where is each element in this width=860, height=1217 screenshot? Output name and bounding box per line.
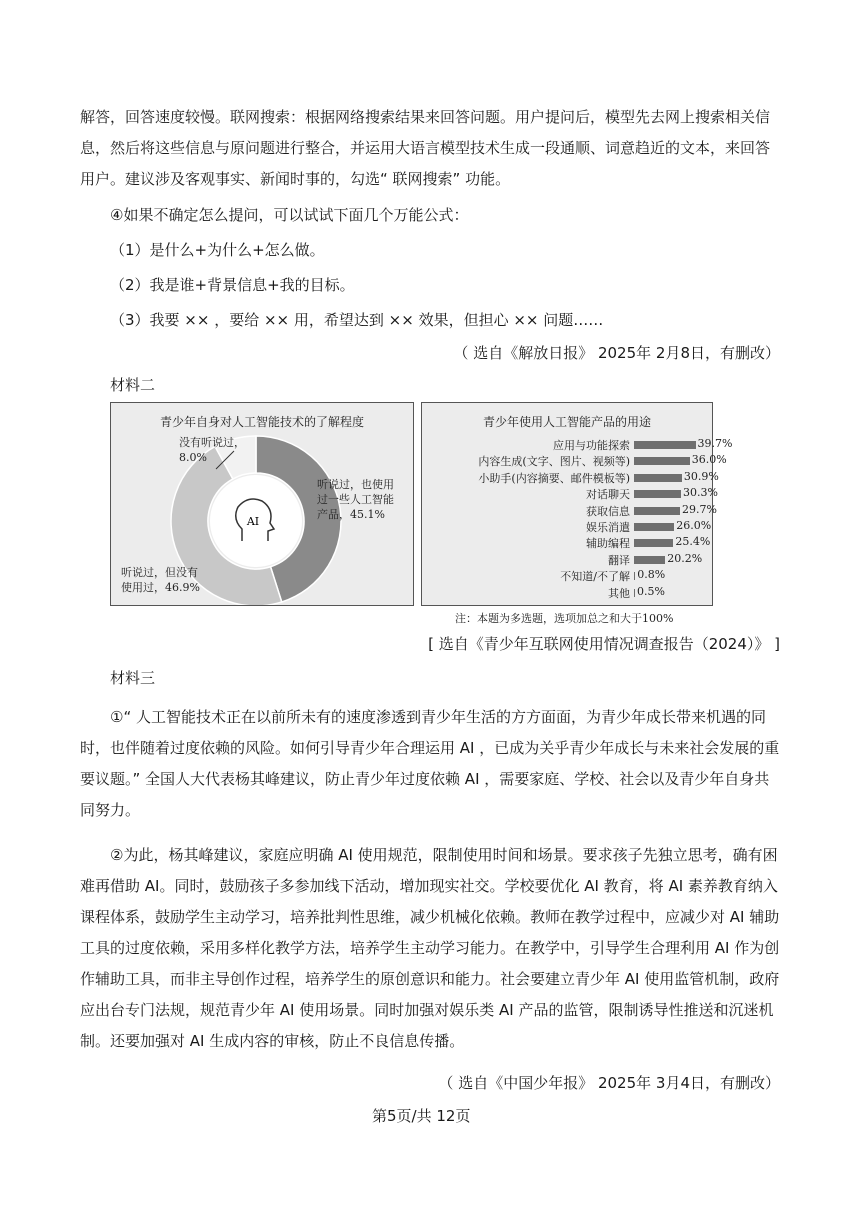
bar <box>634 474 682 482</box>
bar <box>634 539 673 547</box>
bar-chart-note: 注：本题为多选题，选项加总之和大于100% <box>455 612 674 625</box>
formula-3: （3）我要 ×× ，要给 ×× 用，希望达到 ×× 效果，但担心 ×× 问题…… <box>110 311 604 329</box>
bar-category-label: 内容生成(文字、图片、视频等) <box>478 455 630 469</box>
bar-value-label: 0.8% <box>637 568 666 582</box>
bar-category-label: 娱乐消遣 <box>586 521 630 534</box>
bar-value-label: 30.9% <box>683 469 719 483</box>
bar <box>634 490 681 498</box>
source-citation-1: （ 选自《解放日报》 2025年 2月8日，有删改） <box>453 344 780 362</box>
donut-chart-figure <box>110 402 414 606</box>
donut-label-used: 听说过，也使用 过一些人工智能 产品，45.1% <box>317 478 394 521</box>
bar-value-label: 26.0% <box>676 519 712 532</box>
donut-center-label: AI <box>246 515 260 528</box>
source-citation-3: （ 选自《中国少年报》 2025年 3月4日，有删改） <box>438 1074 780 1092</box>
bar <box>634 572 635 580</box>
bar-category-label: 对话聊天 <box>586 488 630 502</box>
bar <box>634 441 696 449</box>
bar-value-label: 29.7% <box>682 502 717 516</box>
bar-category-label: 辅助编程 <box>586 537 630 551</box>
bar-value-label: 0.5% <box>637 584 665 598</box>
paragraph-material-3-2: ②为此，杨其峰建议，家庭应明确 AI 使用规范，限制使用时间和场景。要求孩子先独立思考，确有困难再借助 AI。同时，鼓励孩子多参加线下活动，增加现实社交。学校要优化 AI 教育，将 AI 素养教育纳入课程体系，鼓励学生主动学习，培养批判性思维，减少机械化依赖。教师在教学过程中，应减少对 AI 辅助工具的过度依赖，采用多样化教学方法，培养学生主动学习能力。在教学中，引导学生合理利用 AI 作为创作辅助工具，而非主导创作过程，培养学生的原创意识和能力。社会要建立青少年 AI 使用监管机制，政府应出台专门法规，规范青少年 AI 使用场景。同时加强对娱乐类 AI 产品的监管，限制诱导性推送和沉迷机制。还要加强对 AI 生成内容的审核，防止不良信息传播。 <box>80 846 780 1050</box>
bar-chart-figure <box>421 402 733 606</box>
bar-value-label: 30.3% <box>682 486 718 500</box>
bar-category-label: 小助手(内容摘要、邮件模板等) <box>478 471 630 485</box>
bar-value-label: 36.0% <box>691 453 727 467</box>
donut-label-heard: 听说过，但没有 使用过，46.9% <box>121 566 200 594</box>
paragraph-search-explanation: 解答，回答速度较慢。联网搜索：根据网络搜索结果来回答问题。用户提问后，模型先去网上搜索相关信息，然后将这些信息与原问题进行整合，并运用大语言模型技术生成一段通顺、词意趋近的文本，来回答用户。建议涉及客观事实、新闻时事的，勾选“ 联网搜索” 功能。 <box>80 108 771 188</box>
paragraph-material-3-1: ①“ 人工智能技术正在以前所未有的速度渗透到青少年生活的方方面面，为青少年成长带来机遇的同时，也伴随着过度依赖的风险。如何引导青少年合理运用 AI ，已成为关乎青少年成长与未来社会发展的重要议题。” 全国人大代表杨其峰建议，防止青少年过度依赖 AI ，需要家庭、学校、社会以及青少年自身共同努力。 <box>80 708 780 819</box>
formula-2: （2）我是谁+背景信息+我的目标。 <box>110 276 355 294</box>
source-citation-2: [ 选自《青少年互联网使用情况调查报告（2024）》 ] <box>428 635 780 653</box>
bar-value-label: 25.4% <box>675 535 711 549</box>
bar <box>634 523 674 531</box>
bar-value-label: 39.7% <box>697 437 733 450</box>
bar-category-label: 其他 <box>608 586 630 600</box>
bar <box>634 507 680 515</box>
tip-heading: ④如果不确定怎么提问，可以试试下面几个万能公式： <box>110 206 469 224</box>
bar <box>634 589 635 597</box>
page-number: 第5页/共 12页 <box>372 1107 471 1125</box>
bar-category-label: 获取信息 <box>586 504 630 518</box>
material-3-heading: 材料三 <box>110 669 156 687</box>
bar <box>634 457 690 465</box>
bar-category-label: 不知道/不了解 <box>560 570 630 584</box>
bar-category-label: 应用与功能探索 <box>553 439 630 452</box>
formula-1: （1）是什么+为什么+怎么做。 <box>110 241 325 259</box>
bar <box>634 556 665 564</box>
donut-chart-title: 青少年自身对人工智能技术的了解程度 <box>159 415 364 429</box>
bar-category-label: 翻译 <box>608 553 630 567</box>
bar-value-label: 20.2% <box>667 551 703 565</box>
material-2-heading: 材料二 <box>110 376 156 394</box>
bar-chart-title: 青少年使用人工智能产品的用途 <box>482 415 651 429</box>
donut-label-never: 没有听说过， 8.0% <box>179 436 245 464</box>
bar-chart <box>422 403 733 605</box>
